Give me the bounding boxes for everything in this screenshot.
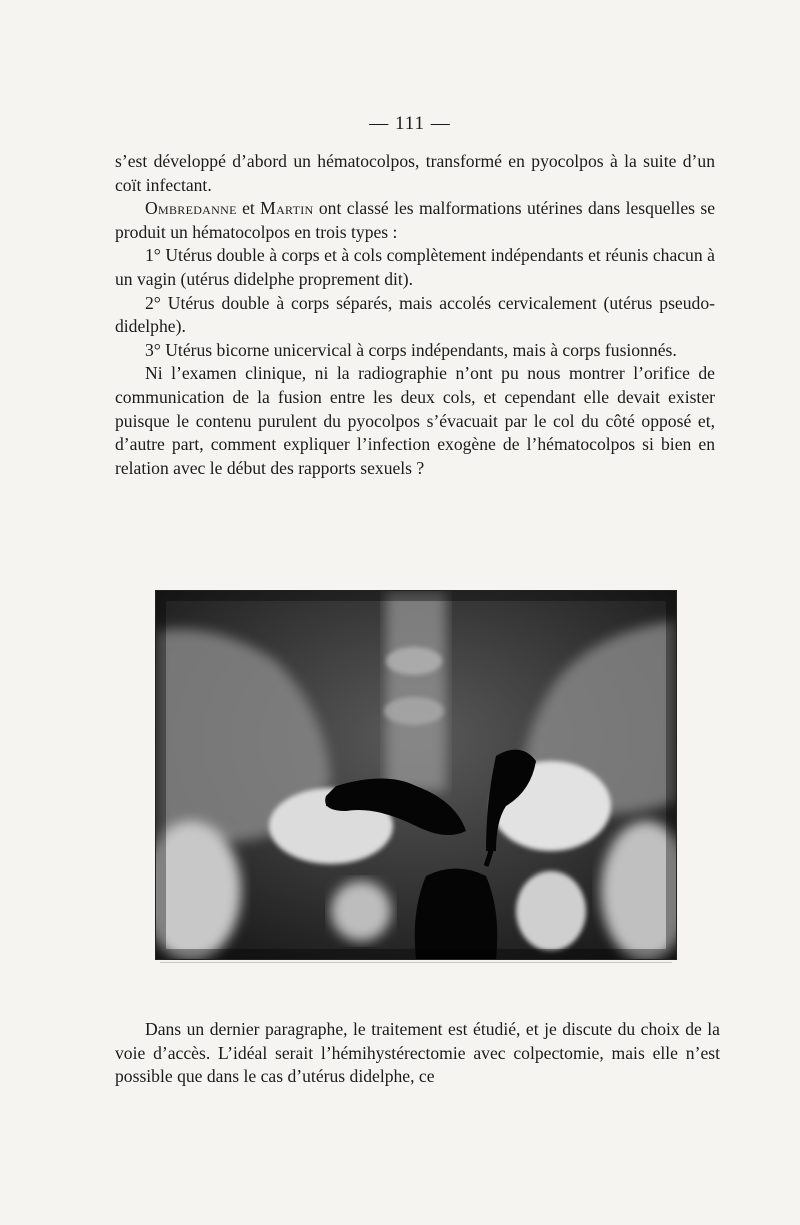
author-name: Martin [260, 198, 314, 219]
paragraph-discussion: Ni l’examen clinique, ni la radiographie n’ont pu nous montrer l’orifice de communication de la fusion entre les deux cols, et cependant elle devait exister puisque le contenu purulent du pyocolpos s’évacuait par le col du côté opposé et, d’autre part, comment expliquer l’infection exogène de l’hématocolpos si bien en relation avec le début des rapports sexuels ? [115, 363, 715, 478]
radiograph-image [156, 591, 676, 959]
type-3: 3° Utérus bicorne unicervical à corps indépendants, mais à corps fusionnés. [145, 339, 677, 360]
type-1: 1° Utérus double à corps et à cols complètement indépendants et réunis chacun à un vagin (utérus didelphe proprement dit). [115, 245, 715, 289]
paragraph-2-rest: ont classé les malformations utérines dans lesquelles se produit un hématocolpos en trois types : [115, 198, 715, 242]
paragraph-1: s’est développé d’abord un hématocolpos, transformé en pyocolpos à la suite d’un coït infectant. [115, 151, 715, 195]
paragraph-treatment: Dans un dernier paragraphe, le traitement est étudié, et je discute du choix de la voie d’accès. L’idéal serait l’hémihystérectomie avec colpectomie, mais elle n’est possible que dans le cas d’utérus didelphe, ce [115, 1019, 720, 1087]
radiograph-figure [155, 590, 677, 960]
conjunction: et [236, 198, 261, 219]
paragraph-2 [115, 197, 715, 244]
page-number: — 111 — [369, 113, 451, 134]
figure-underline [160, 962, 672, 963]
body-text-bottom [115, 1018, 720, 1089]
body-text-top [115, 150, 715, 480]
type-2: 2° Utérus double à corps séparés, mais accolés cervicalement (utérus pseudo-didelphe). [115, 292, 715, 337]
author-name: Ombredanne [145, 198, 237, 219]
